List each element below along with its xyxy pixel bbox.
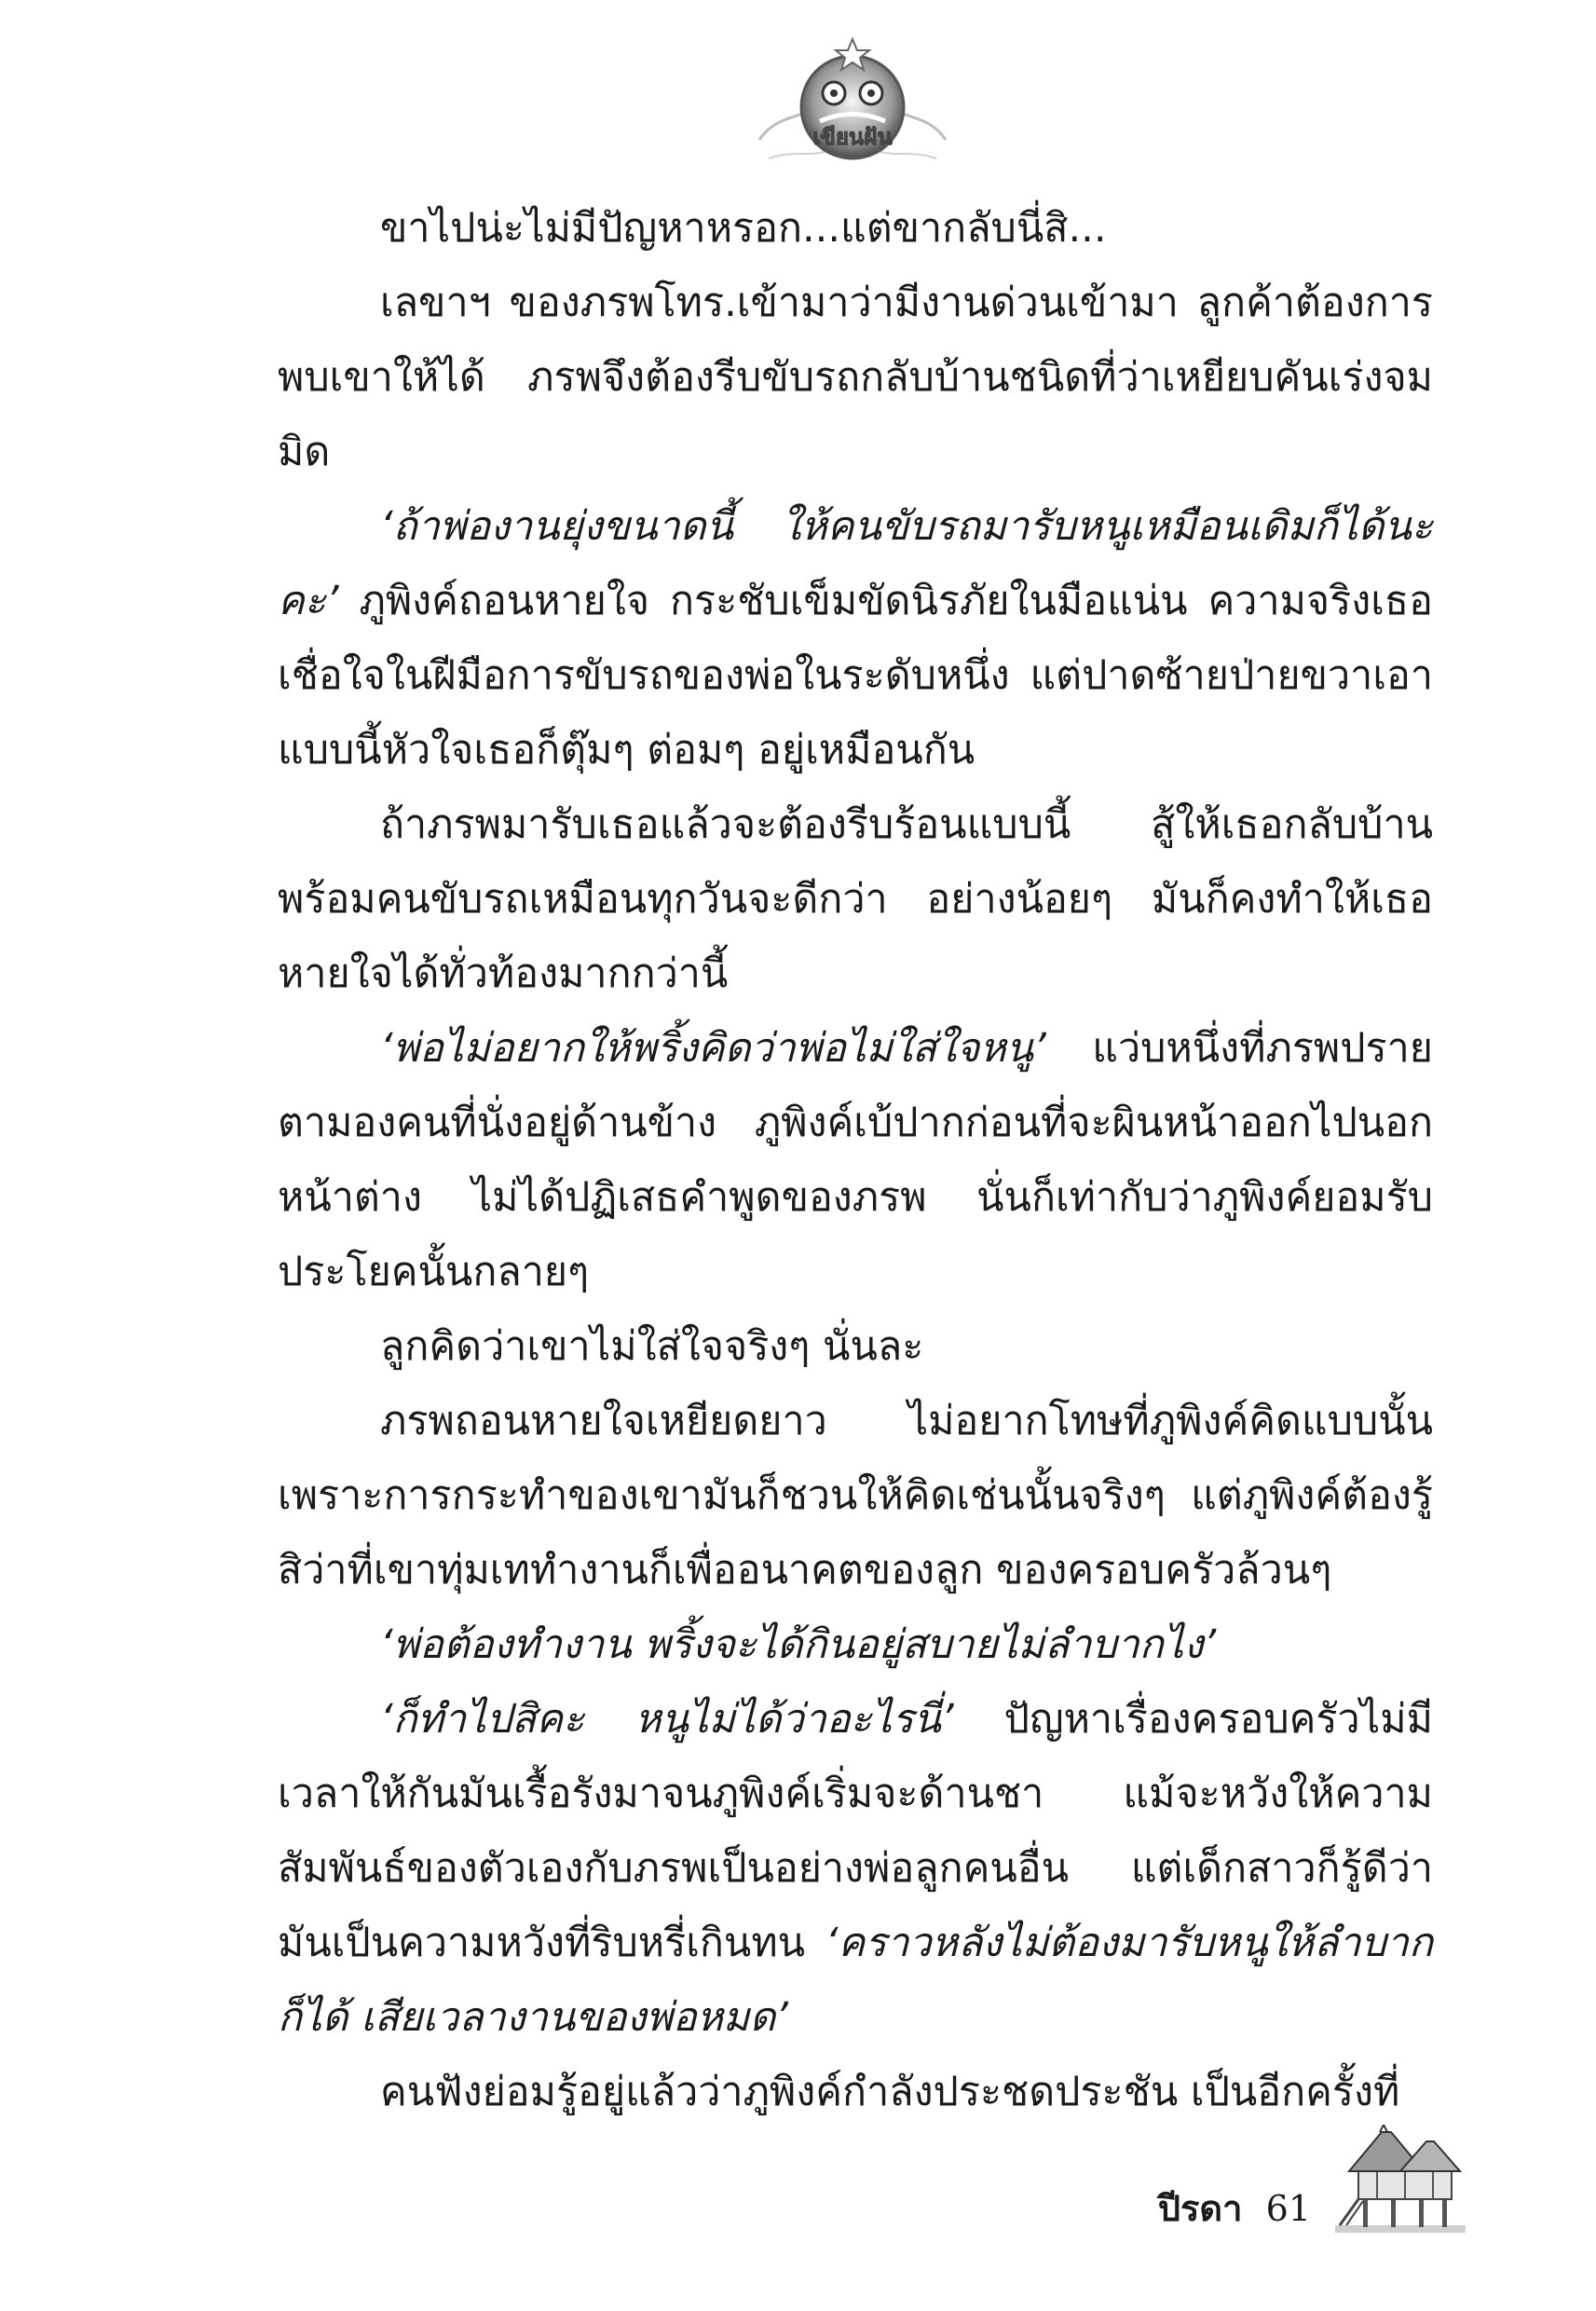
- dialogue-text: ‘ก็ทำไปสิคะ หนูไม่ได้ว่าอะไรนี่’: [380, 1696, 954, 1743]
- narration-text: คนฟังย่อมรู้อยู่แล้วว่าภูพิงค์กำลังประชดประชัน เป็นอีกครั้งที่: [380, 2069, 1400, 2115]
- paragraph: [278, 1011, 1433, 1309]
- dialogue-text: ‘พ่อต้องทำงาน พริ้งจะได้กินอยู่สบายไม่ลำบากไง’: [380, 1621, 1217, 1668]
- paragraph: [278, 1384, 1433, 1607]
- narration-text: แว่บหนึ่งที่ภรพปรายตามองคนที่นั่งอยู่ด้านข้าง ภูพิงค์เบ้ปากก่อนที่จะผินหน้าออกไปนอกหน้าต่าง ไม่ได้ปฏิเสธคำพูดของภรพ นั่นก็เท่ากับว่าภูพิงค์ยอมรับประโยคนั้นกลายๆ: [278, 1025, 1433, 1295]
- paragraph: [278, 787, 1433, 1011]
- narration-text: เลขาฯ ของภรพโทร.เข้ามาว่ามีงานด่วนเข้ามา ลูกค้าต้องการพบเขาให้ได้ ภรพจึงต้องรีบขับรถกลับบ้านชนิดที่ว่าเหยียบคันเร่งจมมิด: [278, 280, 1433, 475]
- book-title: ปีรดา: [1157, 2188, 1243, 2229]
- page-number: 61: [1265, 2188, 1311, 2229]
- narration-text: ภรพถอนหายใจเหยียดยาว ไม่อยากโทษที่ภูพิงค์คิดแบบนั้นเพราะการกระทำของเขามันก็ชวนให้คิดเช่นนั้นจริงๆ แต่ภูพิงค์ต้องรู้สิว่าที่เขาทุ่มเททำงานก็เพื่ออนาคตของลูก ของครอบครัวล้วนๆ: [278, 1398, 1433, 1593]
- paragraph: [278, 1309, 1433, 1384]
- header-logo: [741, 19, 964, 186]
- paragraph: [278, 266, 1433, 489]
- body-text: [278, 191, 1433, 2129]
- page-footer: [1158, 2106, 1466, 2236]
- narration-text: ถ้าภรพมารับเธอแล้วจะต้องรีบร้อนแบบนี้ สู้ให้เธอกลับบ้านพร้อมคนขับรถเหมือนทุกวันจะดีกว่า อย่างน้อยๆ มันก็คงทำให้เธอหายใจได้ทั่วท้องมากกว่านี้: [278, 801, 1433, 997]
- paragraph: [278, 1607, 1433, 1682]
- thai-house-icon: [1335, 2125, 1466, 2236]
- footer-title: [1158, 2181, 1311, 2236]
- narration-text: ภูพิงค์ถอนหายใจ กระชับเข็มขัดนิรภัยในมือแน่น ความจริงเธอเชื่อใจในฝีมือการขับรถของพ่อในระดับหนึ่ง แต่ปาดซ้ายป่ายขวาเอาแบบนี้หัวใจเธอก็ตุ๊มๆ ต่อมๆ อยู่เหมือนกัน: [278, 578, 1433, 773]
- paragraph: [278, 191, 1433, 266]
- ornament-logo-icon: [741, 19, 964, 186]
- narration-text: ปัญหาเรื่องครอบครัวไม่มีเวลาให้กันมันเรื้อรังมาจนภูพิงค์เริ่มจะด้านชา แม้จะหวังให้ความสัมพันธ์ของตัวเองกับภรพเป็นอย่างพ่อลูกคนอื่น แต่เด็กสาวก็รู้ดีว่ามันเป็นความหวังที่ริบหรี่เกินทน: [278, 1696, 1433, 1966]
- logo-text: เขียนฝัน: [812, 124, 893, 150]
- paragraph: [278, 489, 1433, 787]
- dialogue-text: ‘ถ้าพ่องานยุ่งขนาดนี้ ให้คนขับรถมารับหนูเหมือนเดิมก็ได้นะคะ’: [278, 503, 1433, 624]
- dialogue-text: ‘พ่อไม่อยากให้พริ้งคิดว่าพ่อไม่ใส่ใจหนู’: [380, 1025, 1046, 1072]
- paragraph: [278, 1682, 1433, 2055]
- dialogue-text: ‘คราวหลังไม่ต้องมารับหนูให้ลำบากก็ได้ เสียเวลางานของพ่อหมด’: [278, 1920, 1433, 2041]
- narration-text: ขาไปน่ะไม่มีปัญหาหรอก...แต่ขากลับนี่สิ...: [380, 205, 1107, 252]
- narration-text: ลูกคิดว่าเขาไม่ใส่ใจจริงๆ นั่นละ: [380, 1323, 924, 1370]
